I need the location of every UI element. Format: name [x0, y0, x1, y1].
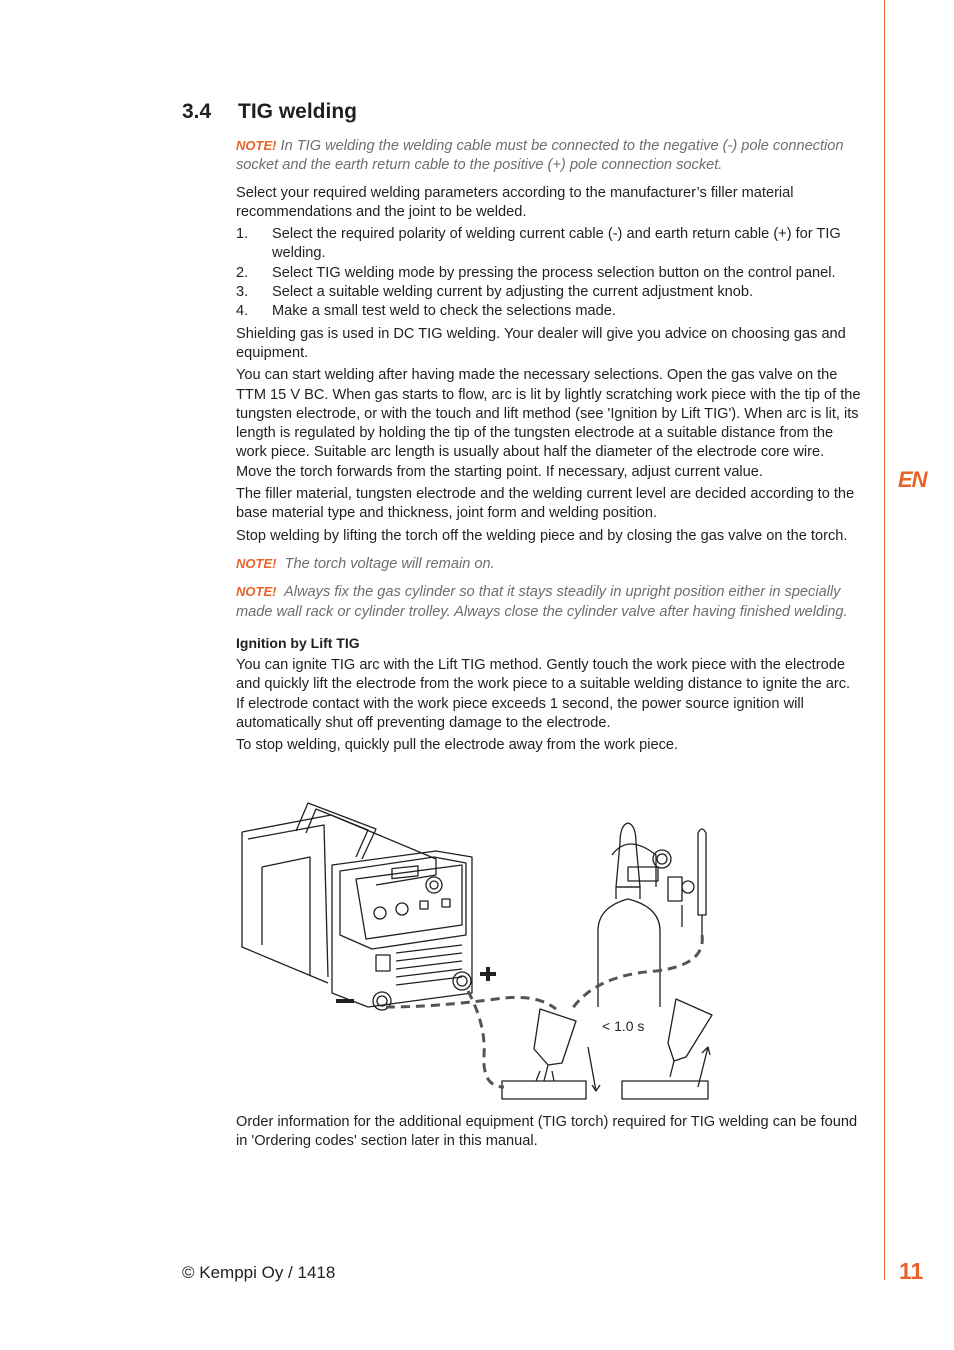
- tig-setup-illustration: [236, 795, 726, 1107]
- torch-touch-drawing: [534, 1009, 576, 1081]
- lift-tig-heading: Ignition by Lift TIG: [236, 634, 360, 651]
- margin-rule: [884, 0, 885, 1280]
- step-number: 3.: [236, 284, 249, 301]
- work-piece-1: [502, 1081, 586, 1099]
- list-item: [236, 302, 862, 321]
- intro-paragraph: Select your required welding parameters according to the manufacturer’s filler material recommendations and the joint to be welded.: [236, 184, 794, 220]
- step-number: 2.: [236, 264, 249, 281]
- time-label: < 1.0 s: [602, 1018, 645, 1034]
- note-text: The torch voltage will remain on.: [284, 555, 495, 572]
- step-text: Select a suitable welding current by adjusting the current adjustment knob.: [272, 284, 754, 301]
- power-source-drawing: [242, 803, 472, 1010]
- language-tab: EN: [898, 467, 927, 492]
- lift-tig-paragraph: You can ignite TIG arc with the Lift TIG method. Gently touch the work piece with the electrode and quickly lift the electrode from the work piece to a suitable welding distance to ignite the arc. If electrode contact with the work piece exceeds 1 second, the power source ignition will automatically shut off preventing damage to the electrode.: [236, 657, 851, 732]
- stop-paragraph: Stop welding by lifting the torch off the welding piece and by closing the gas valve on the torch.: [236, 527, 848, 544]
- plus-sign: [480, 967, 496, 981]
- note-gas-cylinder: [236, 582, 862, 622]
- note-label: NOTE!: [236, 584, 277, 600]
- main-content: [236, 136, 862, 759]
- note-text: In TIG welding the welding cable must be connected to the negative (-) pole connection socket and the earth return cable to the positive (+) pole connection socket.: [236, 138, 844, 174]
- order-info-paragraph: Order information for the additional equipment (TIG torch) required for TIG welding can be found in 'Ordering codes' section later in this manual.: [236, 1114, 858, 1150]
- page-number: 11: [899, 1258, 924, 1284]
- arrow-down: [588, 1047, 600, 1091]
- footer-copyright: © Kemppi Oy / 1418: [182, 1263, 336, 1282]
- section-title: TIG welding: [238, 100, 357, 123]
- step-text: Select the required polarity of welding current cable (-) and earth return cable (+) for TIG welding.: [272, 226, 841, 262]
- note-text: Always fix the gas cylinder so that it stays steadily in upright position either in specially made wall rack or cylinder trolley. Always close the cylinder valve after having finished welding.: [236, 584, 848, 620]
- gas-paragraph: Shielding gas is used in DC TIG welding. Your dealer will give you advice on choosing gas and equipment.: [236, 325, 846, 361]
- list-item: [236, 264, 862, 283]
- steps-list: [236, 225, 862, 321]
- torch-lift-drawing: [668, 999, 712, 1077]
- step-text: Select TIG welding mode by pressing the process selection button on the control panel.: [272, 264, 836, 281]
- list-item: [236, 225, 862, 264]
- note-label: NOTE!: [236, 138, 277, 153]
- note-polarity: [236, 136, 862, 176]
- stop-welding-paragraph: To stop welding, quickly pull the electrode away from the work piece.: [236, 737, 679, 754]
- step-text: Make a small test weld to check the selections made.: [272, 303, 616, 320]
- earth-cable: [468, 991, 504, 1087]
- list-item: [236, 283, 862, 302]
- start-paragraph: You can start welding after having made the necessary selections. Open the gas valve on the TTM 15 V BC. When gas starts to flow, arc is lit by lightly scratching work piece with the tip of the tungsten electrode, or with the touch and lift method (see 'Ignition by Lift TIG'). When arc is lit, its length is regulated by holding the tip of the tungsten electrode at a suitable distance from the work piece. Suitable arc length is usually about half the diameter of the electrode core wire. Move the torch forwards from the starting point. If necessary, adjust current value.: [236, 367, 861, 480]
- step-number: 1.: [236, 226, 249, 243]
- note-torch-voltage: [236, 554, 862, 574]
- section-heading: [182, 100, 357, 124]
- filler-paragraph: The filler material, tungsten electrode and the welding current level are decided according to the base material type and thickness, joint form and welding position.: [236, 486, 855, 522]
- step-number: 4.: [236, 303, 249, 320]
- gas-hose: [572, 935, 702, 1009]
- work-piece-2: [622, 1081, 708, 1099]
- section-number: 3.4: [182, 100, 212, 123]
- note-label: NOTE!: [236, 555, 277, 571]
